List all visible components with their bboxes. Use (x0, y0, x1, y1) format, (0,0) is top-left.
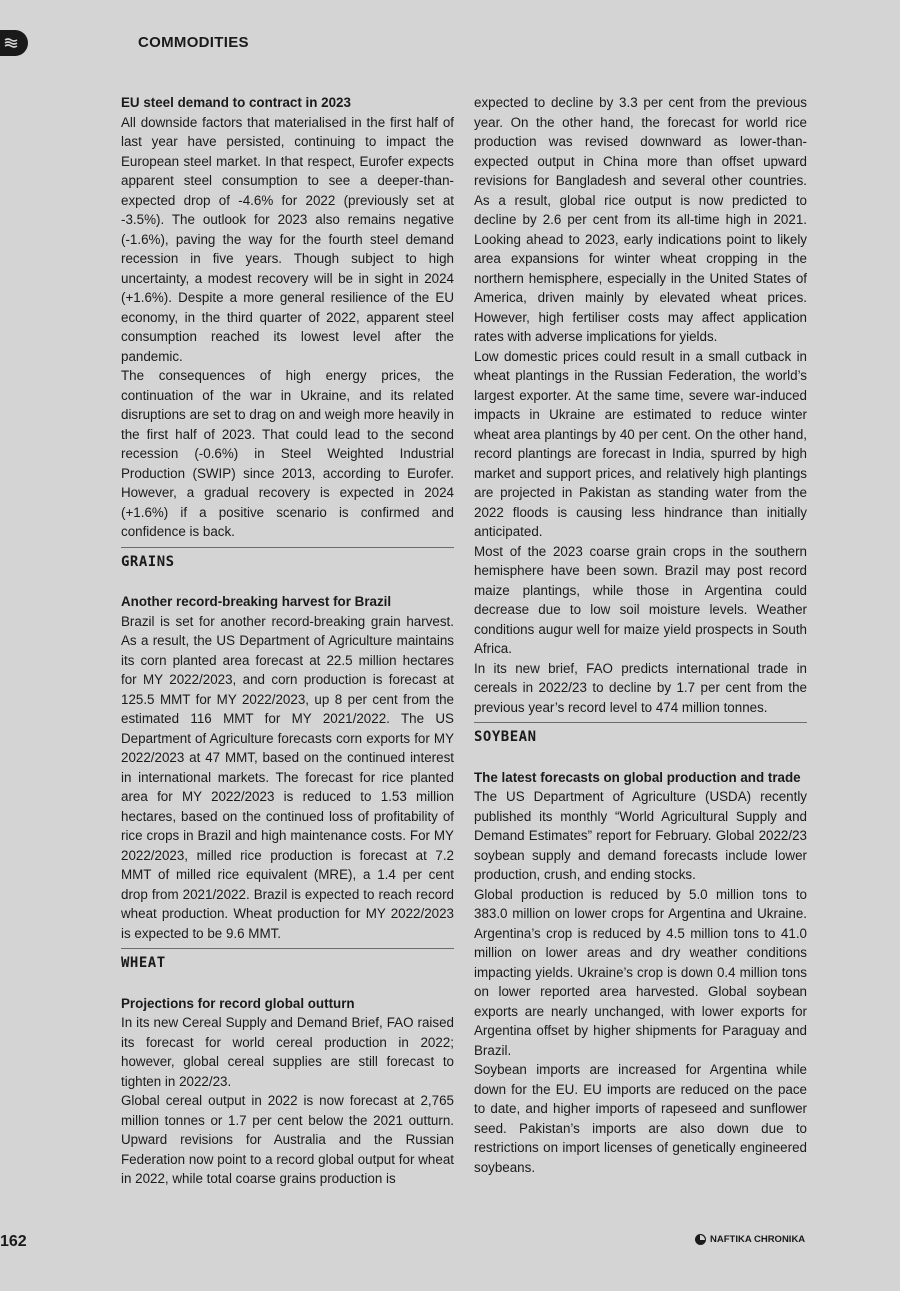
wheat-paragraph-4: Low domestic prices could result in a small cutback in wheat plantings in the Russian Federation, the world’s largest exporter. At the same time, severe war-induced impacts in Ukraine are estimated to reduce winter wheat area plantings by 40 per cent. On the other hand, record plantings are forecast in India, spurred by high market and support prices, and relatively high plantings are projected in Pakistan as standing water from the 2022 floods is causing less hindrance than initially anticipated. (474, 348, 807, 539)
section-title: COMMODITIES (138, 34, 249, 51)
eu-steel-heading: EU steel demand to contract in 2023 (121, 95, 351, 110)
eu-steel-paragraph-1: All downside factors that materialised in the first half of last year have persisted, continuing to impact the European steel market. In that respect, Eurofer expects apparent steel consumption to see a deeper-than-expected drop of -4.6% for 2022 (previously set at -3.5%). The outlook for 2023 also remains negative (-1.6%), paving the way for the fourth steel demand recession in five years. Though subject to high uncertainty, a modest recovery will be in sight in 2024 (+1.6%). Despite a more general resilience of the EU economy, in the third quarter of 2022, apparent steel consumption reached its lowest level after the pandemic. (121, 114, 454, 364)
wheat-paragraph-6: In its new brief, FAO predicts international trade in cereals in 2022/23 to decline by 1.7 per cent from the previous year’s record level to 474 million tonnes. (474, 660, 807, 715)
wheat-paragraph-2: Global cereal output in 2022 is now forecast at 2,765 million tonnes or 1.7 per cent below the 2021 outturn. Upward revisions for Australia and the Russian Federation now point to a record global output for wheat in 2022, while total coarse grains production is (121, 1093, 454, 1186)
soybean-paragraph-2: Global production is reduced by 5.0 million tons to 383.0 million on lower crops for Argentina and Ukraine. Argentina’s crop is reduced by 4.5 million tons to 41.0 million on lower areas and dry weather conditions impacting yields. Ukraine’s crop is down 0.4 million tons on lower reported area harvested. Global soybean exports are nearly unchanged, with lower exports for Argentina offset by higher shipments for Paraguay and Brazil. (474, 886, 807, 1058)
footer-brand (695, 1234, 805, 1245)
wave-logo-icon (0, 30, 28, 56)
grains-heading: Another record-breaking harvest for Brazil (121, 594, 392, 609)
eu-steel-paragraph-2: The consequences of high energy prices, the continuation of the war in Ukraine, and its related disruptions are set to drag on and weigh more heavily in the first half of 2023. That could lead to the second recession (-0.6%) in Steel Weighted Industrial Production (SWIP) since 2013, according to Eurofer. However, a gradual recovery is expected in 2024 (+1.6%) if a positive scenario is confirmed and confidence is back. (121, 368, 454, 539)
page-number: 162 (0, 1233, 27, 1250)
grains-section-title: GRAINS (121, 553, 175, 570)
wheat-section-title: WHEAT (121, 955, 166, 971)
soybean-section-title: SOYBEAN (474, 729, 537, 745)
grains-paragraph-1: Brazil is set for another record-breaking grain harvest. As a result, the US Department of Agriculture maintains its corn planted area forecast at 22.5 million hectares for MY 2022/2023, and corn production is forecast at 125.5 MMT for MY 2022/2023, up 8 per cent from the estimated 116 MMT for MY 2021/2022. The US Department of Agriculture forecasts corn exports for MY 2022/2023 at 47 MMT, based on the continued interest in international markets. The forecast for rice planted area for MY 2022/2023 is reduced to 1.53 million hectares, based on the continued loss of profitability of rice crops in Brazil and high maintenance costs. For MY 2022/2023, milled rice production is forecast at 7.2 MMT of milled rice equivalent (MRE), a 1.4 per cent drop from 2021/2022. Brazil is expected to reach record wheat production. Wheat production for MY 2022/2023 is expected to be 9.6 MMT. (121, 613, 454, 941)
left-column (121, 93, 454, 1189)
wheat-divider (121, 948, 454, 974)
wheat-paragraph-1: In its new Cereal Supply and Demand Brief, FAO raised its forecast for world cereal production in 2022; however, global cereal supplies are still forecast to tighten in 2022/23. (121, 1015, 454, 1089)
soybean-paragraph-3: Soybean imports are increased for Argentina while down for the EU. EU imports are reduced on the pace to date, and higher imports of rapeseed and sunflower seed. Pakistan’s imports are also down due to restrictions on import licenses of genetically engineered soybeans. (474, 1062, 807, 1175)
soybean-divider (474, 722, 807, 748)
naftika-logo-icon (695, 1234, 706, 1245)
wheat-paragraph-3: expected to decline by 3.3 per cent from the previous year. On the other hand, the forecast for world rice production was revised downward as lower-than-expected output in China more than offset upward revisions for Bangladesh and several other countries. As a result, global rice output is now predicted to decline by 2.6 per cent from its all-time high in 2021. Looking ahead to 2023, early indications point to likely area expansions for winter wheat cropping in the northern hemisphere, especially in the United States of America, driven mainly by elevated wheat prices. However, high fertiliser costs may affect application rates with adverse implications for yields. (474, 95, 807, 344)
right-column (474, 93, 807, 1177)
soybean-heading: The latest forecasts on global production and trade (474, 769, 801, 785)
grains-divider (121, 547, 454, 573)
wheat-heading: Projections for record global outturn (121, 995, 355, 1011)
wheat-paragraph-5: Most of the 2023 coarse grain crops in the southern hemisphere have been sown. Brazil may post record maize plantings, while those in Argentina could decrease due to low soil moisture levels. Weather conditions augur well for maize yield prospects in South Africa. (474, 543, 807, 656)
brand-name: NAFTIKA CHRONIKA (710, 1234, 806, 1245)
soybean-paragraph-1: The US Department of Agriculture (USDA) recently published its monthly “World Agricultural Supply and Demand Estimates” report for February. Global 2022/23 soybean supply and demand forecasts include lower production, crush, and ending stocks. (474, 789, 807, 882)
